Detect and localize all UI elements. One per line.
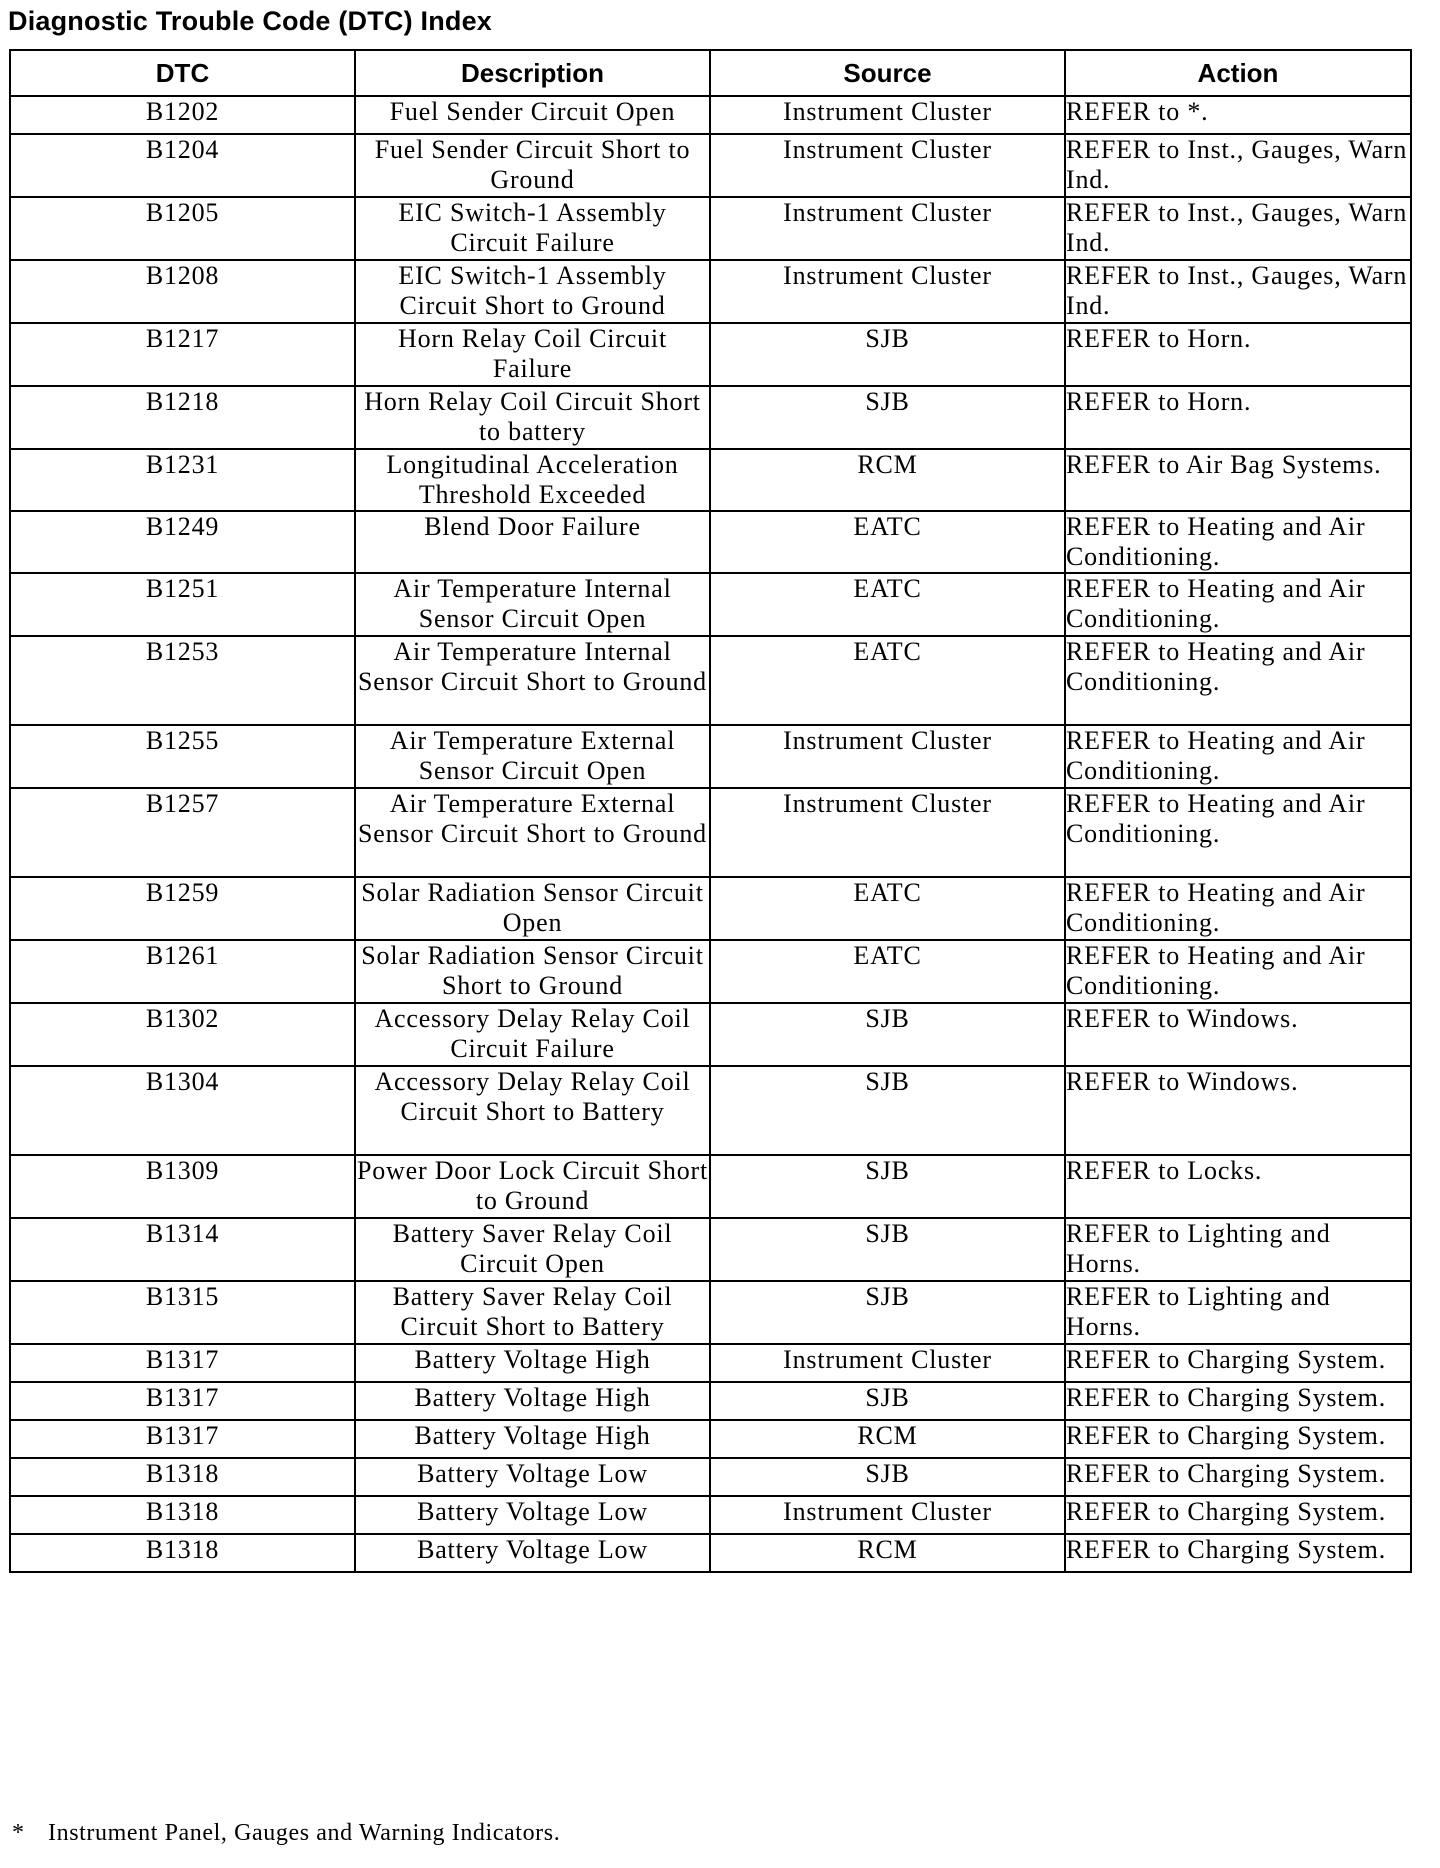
- description-cell-text: Solar Radiation Sensor Circuit Open: [361, 878, 704, 937]
- dtc-code-cell-text: B1253: [145, 637, 220, 666]
- source-cell: [710, 96, 1065, 134]
- dtc-code-cell-text: B1317: [145, 1345, 220, 1374]
- source-cell-text: SJB: [865, 387, 910, 416]
- table-row: [10, 788, 1411, 877]
- action-cell: [1065, 636, 1411, 725]
- footnote: [12, 1818, 560, 1848]
- dtc-code-cell-text: B1315: [145, 1282, 220, 1311]
- description-cell-text: Accessory Delay Relay Coil Circuit Short to Battery: [374, 1067, 691, 1126]
- description-cell-text: Accessory Delay Relay Coil Circuit Failure: [374, 1004, 691, 1063]
- description-cell: [355, 1281, 710, 1344]
- source-cell: [710, 511, 1065, 573]
- source-cell: [710, 386, 1065, 449]
- source-cell: [710, 1344, 1065, 1382]
- description-cell-text: Air Temperature Internal Sensor Circuit Short to Ground: [358, 637, 707, 696]
- action-cell-text: REFER to Charging System.: [1066, 1421, 1386, 1450]
- dtc-code-cell: [10, 1281, 355, 1344]
- source-cell-text: EATC: [853, 574, 922, 603]
- action-cell-text: REFER to Inst., Gauges, Warn Ind.: [1066, 198, 1408, 257]
- table-row: [10, 1344, 1411, 1382]
- action-cell-text: REFER to Inst., Gauges, Warn Ind.: [1066, 135, 1408, 194]
- description-cell: [355, 1382, 710, 1420]
- dtc-code-cell-text: B1204: [145, 135, 220, 164]
- source-cell-text: Instrument Cluster: [783, 97, 992, 126]
- source-cell-text: SJB: [865, 1156, 910, 1185]
- column-header-action: Action: [1065, 50, 1411, 96]
- description-cell-text: Battery Voltage High: [414, 1383, 651, 1412]
- source-cell-text: Instrument Cluster: [783, 726, 992, 755]
- action-cell: [1065, 323, 1411, 386]
- action-cell-text: REFER to Charging System.: [1066, 1535, 1386, 1564]
- dtc-code-cell-text: B1304: [145, 1067, 220, 1096]
- table-body: [10, 96, 1411, 1572]
- source-cell-text: EATC: [853, 878, 922, 907]
- description-cell: [355, 449, 710, 511]
- footnote-text: Instrument Panel, Gauges and Warning Indicators.: [48, 1820, 561, 1846]
- action-cell-text: REFER to Horn.: [1066, 324, 1252, 353]
- source-cell-text: Instrument Cluster: [783, 1497, 992, 1526]
- dtc-code-cell-text: B1318: [145, 1535, 220, 1564]
- dtc-code-cell-text: B1257: [145, 789, 220, 818]
- description-cell-text: Air Temperature External Sensor Circuit Open: [389, 726, 676, 785]
- table-row: [10, 1534, 1411, 1572]
- table-row: [10, 134, 1411, 197]
- dtc-code-cell: [10, 260, 355, 323]
- description-cell: [355, 1420, 710, 1458]
- table-row: [10, 1281, 1411, 1344]
- description-cell-text: Power Door Lock Circuit Short to Ground: [356, 1156, 709, 1215]
- action-cell-text: REFER to Heating and Air Conditioning.: [1066, 941, 1366, 1000]
- source-cell-text: RCM: [857, 450, 918, 479]
- description-cell-text: Battery Saver Relay Coil Circuit Open: [392, 1219, 673, 1278]
- action-cell: [1065, 940, 1411, 1003]
- dtc-code-cell: [10, 323, 355, 386]
- dtc-code-cell-text: B1318: [145, 1497, 220, 1526]
- source-cell-text: EATC: [853, 941, 922, 970]
- dtc-code-cell: [10, 134, 355, 197]
- dtc-code-cell-text: B1218: [145, 387, 220, 416]
- source-cell-text: Instrument Cluster: [783, 135, 992, 164]
- table-row: [10, 1382, 1411, 1420]
- action-cell: [1065, 1382, 1411, 1420]
- table-row: [10, 877, 1411, 940]
- dtc-code-cell-text: B1261: [145, 941, 220, 970]
- description-cell-text: Horn Relay Coil Circuit Failure: [398, 324, 667, 383]
- source-cell-text: SJB: [865, 1459, 910, 1488]
- table-row: [10, 1496, 1411, 1534]
- footnote-marker: *: [12, 1820, 25, 1846]
- dtc-code-cell: [10, 386, 355, 449]
- source-cell: [710, 1458, 1065, 1496]
- description-cell-text: Battery Saver Relay Coil Circuit Short to Battery: [392, 1282, 673, 1341]
- description-cell-text: Battery Voltage Low: [417, 1459, 648, 1488]
- dtc-code-cell: [10, 1458, 355, 1496]
- action-cell: [1065, 134, 1411, 197]
- action-cell: [1065, 1218, 1411, 1281]
- action-cell: [1065, 1003, 1411, 1066]
- dtc-code-cell: [10, 511, 355, 573]
- description-cell: [355, 134, 710, 197]
- dtc-code-cell-text: B1314: [145, 1219, 220, 1248]
- action-cell-text: REFER to Inst., Gauges, Warn Ind.: [1066, 261, 1408, 320]
- action-cell-text: REFER to Charging System.: [1066, 1497, 1386, 1526]
- source-cell: [710, 1281, 1065, 1344]
- source-cell: [710, 323, 1065, 386]
- table-row: [10, 725, 1411, 788]
- source-cell: [710, 1155, 1065, 1218]
- description-cell: [355, 1155, 710, 1218]
- source-cell: [710, 1534, 1065, 1572]
- description-cell: [355, 260, 710, 323]
- dtc-code-cell: [10, 1066, 355, 1155]
- table-row: [10, 1066, 1411, 1155]
- dtc-code-cell-text: B1309: [145, 1156, 220, 1185]
- source-cell: [710, 725, 1065, 788]
- action-cell-text: REFER to Heating and Air Conditioning.: [1066, 726, 1366, 785]
- source-cell-text: Instrument Cluster: [783, 261, 992, 290]
- table-row: [10, 323, 1411, 386]
- description-cell: [355, 940, 710, 1003]
- dtc-code-cell-text: B1317: [145, 1383, 220, 1412]
- dtc-code-cell: [10, 96, 355, 134]
- action-cell: [1065, 511, 1411, 573]
- description-cell: [355, 725, 710, 788]
- table-row: [10, 260, 1411, 323]
- action-cell: [1065, 1496, 1411, 1534]
- table-header-row: [10, 50, 1411, 96]
- description-cell: [355, 636, 710, 725]
- table-row: [10, 1458, 1411, 1496]
- source-cell: [710, 1003, 1065, 1066]
- source-cell-text: Instrument Cluster: [783, 789, 992, 818]
- action-cell-text: REFER to Charging System.: [1066, 1345, 1386, 1374]
- action-cell: [1065, 449, 1411, 511]
- action-cell-text: REFER to Horn.: [1066, 387, 1252, 416]
- description-cell: [355, 1496, 710, 1534]
- dtc-table: [9, 49, 1412, 1573]
- table-row: [10, 1003, 1411, 1066]
- description-cell-text: EIC Switch-1 Assembly Circuit Failure: [398, 198, 667, 257]
- action-cell-text: REFER to Heating and Air Conditioning.: [1066, 637, 1366, 696]
- action-cell: [1065, 1281, 1411, 1344]
- dtc-code-cell-text: B1202: [145, 97, 220, 126]
- description-cell-text: Air Temperature External Sensor Circuit Short to Ground: [358, 789, 707, 848]
- column-header-dtc: DTC: [10, 50, 355, 96]
- description-cell-text: Battery Voltage High: [414, 1421, 651, 1450]
- dtc-code-cell: [10, 1344, 355, 1382]
- source-cell: [710, 449, 1065, 511]
- description-cell: [355, 386, 710, 449]
- action-cell-text: REFER to Windows.: [1066, 1004, 1299, 1033]
- description-cell: [355, 511, 710, 573]
- description-cell-text: Fuel Sender Circuit Short to Ground: [374, 135, 691, 194]
- source-cell-text: RCM: [857, 1421, 918, 1450]
- action-cell-text: REFER to Lighting and Horns.: [1066, 1282, 1331, 1341]
- description-cell: [355, 1344, 710, 1382]
- action-cell-text: REFER to Air Bag Systems.: [1066, 450, 1382, 479]
- dtc-code-cell-text: B1302: [145, 1004, 220, 1033]
- source-cell-text: RCM: [857, 1535, 918, 1564]
- dtc-code-cell-text: B1317: [145, 1421, 220, 1450]
- source-cell-text: EATC: [853, 637, 922, 666]
- source-cell-text: EATC: [853, 512, 922, 541]
- description-cell: [355, 573, 710, 636]
- source-cell: [710, 1066, 1065, 1155]
- action-cell-text: REFER to *.: [1066, 97, 1209, 126]
- action-cell-text: REFER to Charging System.: [1066, 1459, 1386, 1488]
- description-cell: [355, 96, 710, 134]
- action-cell: [1065, 877, 1411, 940]
- table-row: [10, 197, 1411, 260]
- source-cell-text: Instrument Cluster: [783, 198, 992, 227]
- dtc-code-cell: [10, 940, 355, 1003]
- dtc-code-cell-text: B1259: [145, 878, 220, 907]
- source-cell: [710, 197, 1065, 260]
- dtc-code-cell: [10, 573, 355, 636]
- action-cell-text: REFER to Lighting and Horns.: [1066, 1219, 1331, 1278]
- action-cell-text: REFER to Locks.: [1066, 1156, 1263, 1185]
- action-cell: [1065, 1534, 1411, 1572]
- source-cell-text: SJB: [865, 1067, 910, 1096]
- dtc-code-cell-text: B1318: [145, 1459, 220, 1488]
- description-cell: [355, 1458, 710, 1496]
- table-row: [10, 636, 1411, 725]
- source-cell: [710, 1420, 1065, 1458]
- table-row: [10, 96, 1411, 134]
- action-cell: [1065, 725, 1411, 788]
- table-row: [10, 1420, 1411, 1458]
- dtc-code-cell-text: B1217: [145, 324, 220, 353]
- dtc-code-cell: [10, 788, 355, 877]
- dtc-code-cell: [10, 877, 355, 940]
- action-cell: [1065, 1344, 1411, 1382]
- dtc-code-cell: [10, 636, 355, 725]
- source-cell: [710, 940, 1065, 1003]
- table-row: [10, 940, 1411, 1003]
- dtc-code-cell: [10, 1382, 355, 1420]
- column-header-description: Description: [355, 50, 710, 96]
- dtc-code-cell-text: B1255: [145, 726, 220, 755]
- description-cell: [355, 1534, 710, 1572]
- source-cell-text: Instrument Cluster: [783, 1345, 992, 1374]
- source-cell: [710, 1218, 1065, 1281]
- table-row: [10, 1218, 1411, 1281]
- action-cell: [1065, 1066, 1411, 1155]
- dtc-code-cell: [10, 1420, 355, 1458]
- source-cell: [710, 1382, 1065, 1420]
- dtc-code-cell: [10, 725, 355, 788]
- action-cell: [1065, 386, 1411, 449]
- source-cell: [710, 877, 1065, 940]
- action-cell-text: REFER to Charging System.: [1066, 1383, 1386, 1412]
- table-row: [10, 449, 1411, 511]
- source-cell: [710, 573, 1065, 636]
- source-cell-text: SJB: [865, 1219, 910, 1248]
- dtc-code-cell: [10, 1496, 355, 1534]
- action-cell-text: REFER to Heating and Air Conditioning.: [1066, 878, 1366, 937]
- dtc-code-cell: [10, 1534, 355, 1572]
- dtc-code-cell: [10, 1155, 355, 1218]
- table-row: [10, 511, 1411, 573]
- description-cell-text: EIC Switch-1 Assembly Circuit Short to Ground: [398, 261, 667, 320]
- action-cell: [1065, 197, 1411, 260]
- action-cell-text: REFER to Heating and Air Conditioning.: [1066, 512, 1366, 571]
- dtc-code-cell: [10, 449, 355, 511]
- source-cell: [710, 134, 1065, 197]
- source-cell-text: SJB: [865, 1383, 910, 1412]
- description-cell-text: Longitudinal Acceleration Threshold Exceeded: [386, 450, 679, 509]
- action-cell-text: REFER to Windows.: [1066, 1067, 1299, 1096]
- table-row: [10, 386, 1411, 449]
- action-cell: [1065, 1155, 1411, 1218]
- dtc-code-cell-text: B1249: [145, 512, 220, 541]
- source-cell: [710, 788, 1065, 877]
- dtc-code-cell: [10, 1003, 355, 1066]
- action-cell-text: REFER to Heating and Air Conditioning.: [1066, 789, 1366, 848]
- action-cell: [1065, 260, 1411, 323]
- description-cell-text: Horn Relay Coil Circuit Short to battery: [364, 387, 701, 446]
- source-cell-text: SJB: [865, 1282, 910, 1311]
- description-cell-text: Battery Voltage High: [414, 1345, 651, 1374]
- dtc-code-cell: [10, 197, 355, 260]
- action-cell: [1065, 1458, 1411, 1496]
- description-cell-text: Fuel Sender Circuit Open: [389, 97, 676, 126]
- action-cell: [1065, 573, 1411, 636]
- action-cell: [1065, 1420, 1411, 1458]
- action-cell: [1065, 96, 1411, 134]
- description-cell: [355, 1003, 710, 1066]
- table-row: [10, 1155, 1411, 1218]
- dtc-code-cell-text: B1251: [145, 574, 220, 603]
- description-cell: [355, 788, 710, 877]
- source-cell-text: SJB: [865, 1004, 910, 1033]
- description-cell: [355, 197, 710, 260]
- table-row: [10, 573, 1411, 636]
- action-cell-text: REFER to Heating and Air Conditioning.: [1066, 574, 1366, 633]
- source-cell: [710, 260, 1065, 323]
- description-cell: [355, 877, 710, 940]
- dtc-code-cell-text: B1205: [145, 198, 220, 227]
- description-cell: [355, 1066, 710, 1155]
- description-cell: [355, 323, 710, 386]
- dtc-code-cell-text: B1231: [145, 450, 220, 479]
- description-cell-text: Battery Voltage Low: [417, 1535, 648, 1564]
- dtc-code-cell: [10, 1218, 355, 1281]
- description-cell-text: Air Temperature Internal Sensor Circuit Open: [393, 574, 672, 633]
- source-cell: [710, 1496, 1065, 1534]
- action-cell: [1065, 788, 1411, 877]
- page-title: Diagnostic Trouble Code (DTC) Index: [8, 6, 493, 36]
- dtc-code-cell-text: B1208: [145, 261, 220, 290]
- description-cell-text: Battery Voltage Low: [417, 1497, 648, 1526]
- column-header-source: Source: [710, 50, 1065, 96]
- description-cell-text: Solar Radiation Sensor Circuit Short to Ground: [361, 941, 704, 1000]
- source-cell-text: SJB: [865, 324, 910, 353]
- description-cell-text: Blend Door Failure: [424, 512, 641, 541]
- source-cell: [710, 636, 1065, 725]
- description-cell: [355, 1218, 710, 1281]
